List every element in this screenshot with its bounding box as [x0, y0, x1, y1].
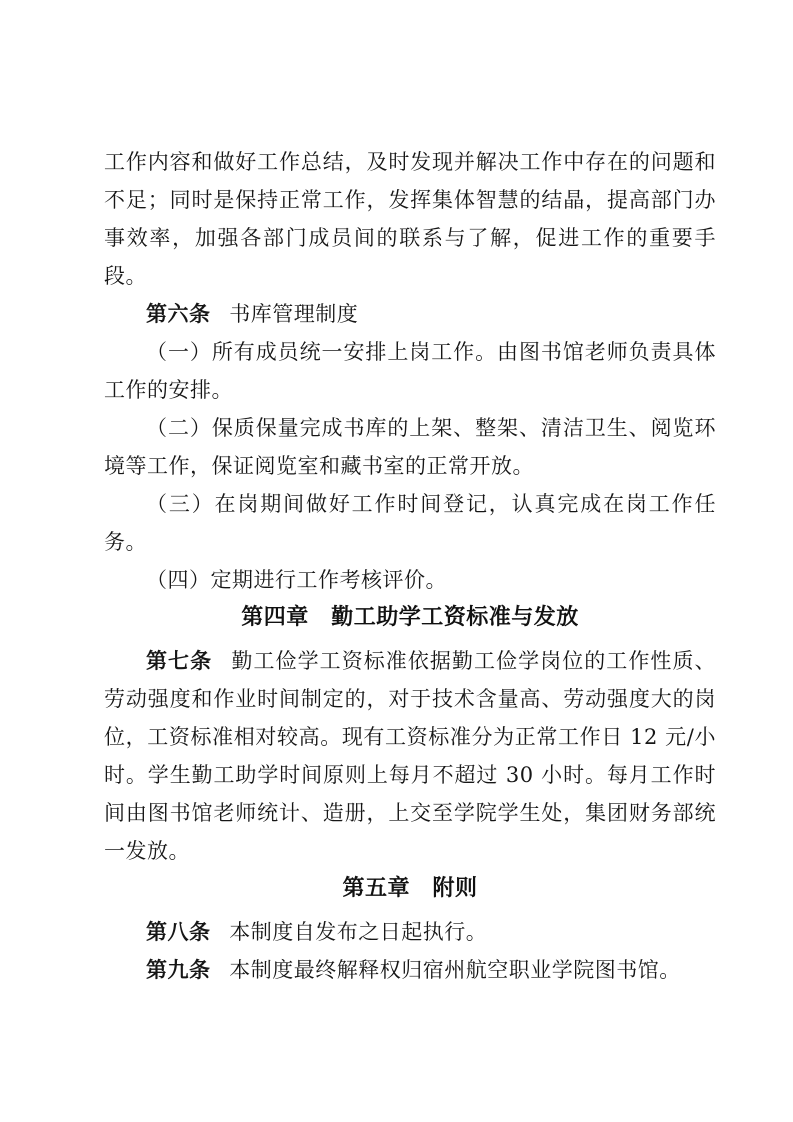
paragraph-continuation — [104, 143, 716, 295]
article-9-text: 本制度最终解释权归宿州航空职业学院图书馆。 — [229, 958, 681, 982]
list-item-4 — [104, 561, 716, 599]
chapter-5-heading — [104, 870, 716, 908]
chapter-4-heading — [104, 599, 716, 637]
list-item-1 — [104, 333, 716, 409]
article-9 — [104, 951, 716, 989]
list-item-4-text: （四）定期进行工作考核评价。 — [146, 568, 447, 592]
list-item-1-text: （一）所有成员统一安排上岗工作。由图书馆老师负责具体工作的安排。 — [104, 340, 716, 402]
paragraph-text: 工作内容和做好工作总结，及时发现并解决工作中存在的问题和不足；同时是保持正常工作，发挥集体智慧的结晶，提高部门办事效率，加强各部门成员间的联系与了解，促进工作的重要手段。 — [104, 150, 716, 288]
list-item-2-text: （二）保质保量完成书库的上架、整架、清洁卫生、阅览环境等工作，保证阅览室和藏书室的正常开放。 — [104, 416, 716, 478]
article-6 — [104, 295, 716, 333]
chapter-5-heading-text: 第五章 附则 — [342, 876, 478, 901]
article-7-label: 第七条 — [146, 648, 213, 673]
article-6-text: 书库管理制度 — [229, 302, 359, 326]
list-item-3 — [104, 485, 716, 561]
list-item-2 — [104, 409, 716, 485]
article-6-label: 第六条 — [146, 301, 211, 326]
chapter-4-heading-text: 第四章 勤工助学工资标准与发放 — [241, 605, 579, 630]
list-item-3-text: （三）在岗期间做好工作时间登记，认真完成在岗工作任务。 — [104, 492, 716, 554]
document-content — [104, 143, 716, 989]
article-8 — [104, 913, 716, 951]
article-8-text: 本制度自发布之日起执行。 — [229, 920, 488, 944]
article-9-label: 第九条 — [146, 957, 211, 982]
article-7 — [104, 642, 716, 870]
article-7-text: 勤工俭学工资标准依据勤工俭学岗位的工作性质、劳动强度和作业时间制定的，对于技术含量高、劳动强度大的岗位，工资标准相对较高。现有工资标准分为正常工作日 12 元/小时。学生勤工助学时间原则上每月不超过 30 小时。每月工作时间由图书馆老师统计、造册，上交至学院学生处，集团财务部统一发放。 — [104, 649, 716, 863]
article-8-label: 第八条 — [146, 919, 211, 944]
